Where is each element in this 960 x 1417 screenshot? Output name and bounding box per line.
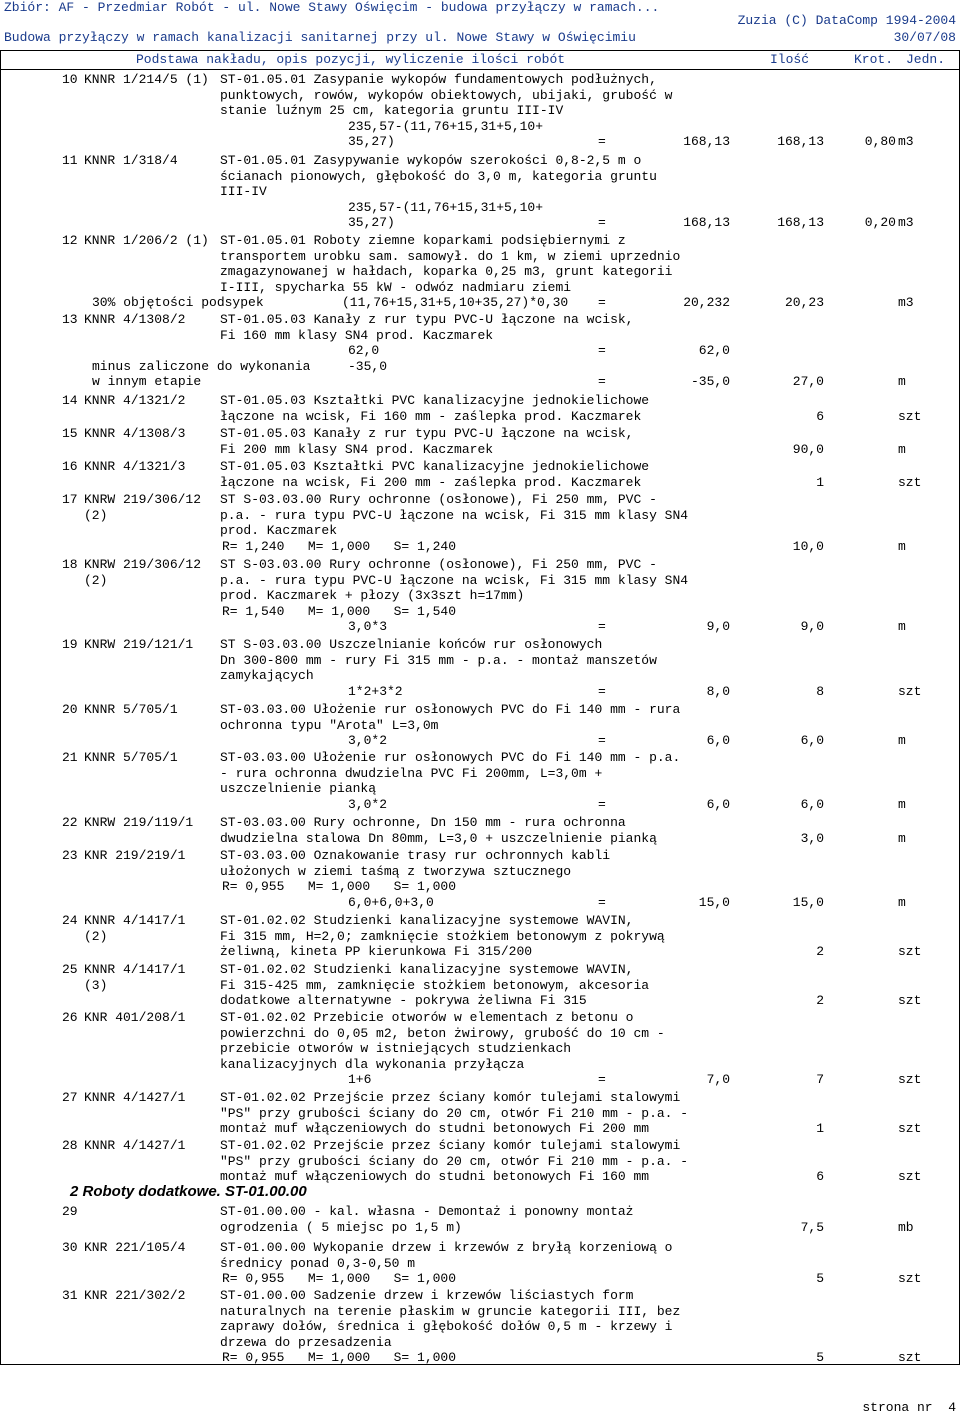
calc-expression-2: 35,27) xyxy=(348,215,395,230)
calc-equals-2: = xyxy=(598,374,606,389)
item-description: ST-01.02.02 Studzienki kanalizacyjne systemowe WAVIN, Fi 315 mm, H=2,0; zamknięcie stożkiem betonowym z pokrywą żeliwną, kineta PP kierunkowa Fi 315/200 xyxy=(220,913,665,959)
item-number: 29 xyxy=(62,1204,78,1219)
calc-expression: 62,0 xyxy=(348,343,380,358)
calc-value: 6,0 xyxy=(706,796,730,812)
item-code: KNNR 4/1308/3 xyxy=(84,426,186,441)
item-quantity: 1 xyxy=(816,474,824,490)
item-multiplier: 0,80 xyxy=(864,134,896,149)
item-number: 21 xyxy=(62,750,78,765)
table-header xyxy=(0,50,960,70)
item-number: 20 xyxy=(62,702,78,717)
calc-value: 6,0 xyxy=(706,733,730,748)
item-description: ST-01.05.03 Kształtki PVC kanalizacyjne jednokielichowe łączone na wcisk, Fi 200 mm - zaślepka prod. Kaczmarek xyxy=(220,459,650,490)
item-unit: szt xyxy=(898,1072,922,1087)
item-number: 12 xyxy=(62,233,78,248)
item-description: ST-01.05.01 Roboty ziemne koparkami podsiębiernymi z transportem urobku sam. samowył. do 1 km, w ziemi uprzednio zmagazynowanej w hałdach, koparka 0,25 m3, grunt kategorii I-III, spycharka 55 kW - odwóz nadmiaru ziemi xyxy=(220,233,681,295)
item-code: KNNR 1/318/4 xyxy=(84,153,178,168)
calc-label: 30% objętości podsypek xyxy=(92,295,264,310)
item-description: ST-03.03.00 Ułożenie rur osłonowych PVC do Fi 140 mm - p.a. - rura ochronna dwudzielna PVC Fi 200mm, L=3,0m + uszczelnienie pianką xyxy=(220,750,681,796)
item-quantity: 168,13 xyxy=(777,215,824,230)
calc-value: 15,0 xyxy=(698,894,730,910)
header-ilosc: Ilość xyxy=(770,52,810,67)
item-number: 14 xyxy=(62,393,78,408)
item-quantity: 3,0 xyxy=(800,830,824,846)
item-unit: m xyxy=(898,441,906,457)
calc-value: 62,0 xyxy=(698,343,730,358)
item-number: 24 xyxy=(62,913,78,928)
item-unit: szt xyxy=(898,1271,922,1286)
item-unit: m3 xyxy=(898,295,914,310)
header-podstawa: Podstawa nakładu, opis pozycji, wyliczenie ilości robót xyxy=(136,52,566,67)
item-code: KNNR 4/1321/3 xyxy=(84,459,186,474)
calc-equals: = xyxy=(598,343,606,358)
item-code: KNNR 4/1427/1 xyxy=(84,1090,186,1105)
item-code: KNR 221/302/2 xyxy=(84,1288,186,1303)
header-jedn: Jedn. xyxy=(906,52,946,67)
item-description: ST-03.03.00 Ułożenie rur osłonowych PVC do Fi 140 mm - rura ochronna typu "Arota" L=3,0m xyxy=(220,702,681,733)
item-quantity: 168,13 xyxy=(777,134,824,149)
page-number: strona nr 4 xyxy=(862,1400,956,1415)
document-date: 30/07/08 xyxy=(893,30,956,45)
item-description: ST-01.00.00 Wykopanie drzew i krzewów z bryłą korzeniową o średnicy ponad 0,3-0,50 m xyxy=(220,1240,673,1271)
calc-equals: = xyxy=(598,295,606,310)
item-quantity: 27,0 xyxy=(792,374,824,389)
item-description: ST S-03.03.00 Uszczelnianie końców rur osłonowych Dn 300-800 mm - rury Fi 315 mm - p.a. - montaż manszetów zamykających xyxy=(220,637,657,683)
calc-value: 7,0 xyxy=(706,1072,730,1087)
calc-expression-2: -35,0 xyxy=(348,358,388,374)
calc-expression: (11,76+15,31+5,10+35,27)*0,30 xyxy=(342,295,569,310)
calc-expression: R= 0,955 M= 1,000 S= 1,000 xyxy=(222,1271,457,1286)
item-unit: m3 xyxy=(898,215,914,230)
calc-expression: R= 0,955 M= 1,000 S= 1,000 xyxy=(222,879,457,894)
item-description: ST-01.02.02 Przejście przez ściany komór tulejami stalowymi "PS" przy grubości ściany do 20 cm, otwór Fi 210 mm - p.a. - montaż muf włączeniowych do studni betonowych Fi 160 mm xyxy=(220,1138,689,1184)
calc-equals: = xyxy=(598,619,606,634)
item-unit: szt xyxy=(898,1169,922,1184)
calc-expression: 1*2+3*2 xyxy=(348,683,403,699)
calc-equals: = xyxy=(598,215,606,230)
item-number: 16 xyxy=(62,459,78,474)
item-code: KNNR 4/1427/1 xyxy=(84,1138,186,1153)
item-quantity: 6,0 xyxy=(800,733,824,748)
item-unit: szt xyxy=(898,944,922,959)
item-number: 11 xyxy=(62,153,78,168)
collection-title: Zbiór: AF - Przedmiar Robót - ul. Nowe Stawy Oświęcim - budowa przyłączy w ramach... xyxy=(4,0,660,15)
item-number: 31 xyxy=(62,1288,78,1303)
calc-value: 168,13 xyxy=(683,134,730,149)
item-quantity: 90,0 xyxy=(792,441,824,457)
item-unit: szt xyxy=(898,474,922,490)
item-number: 25 xyxy=(62,962,78,977)
item-description: ST-01.02.02 Przebicie otworów w elementach z betonu o powierzchni do 0,05 m2, beton żwirowy, grubość do 10 cm - przebicie otworów w istniejących studzienkach kanalizacyjnych dla wykonania przyłącza xyxy=(220,1010,665,1072)
item-number: 10 xyxy=(62,72,78,87)
item-description: ST-03.03.00 Rury ochronne, Dn 150 mm - rura ochronna dwudzielna stalowa Dn 80mm, L=3,0 + uszczelnienie pianką xyxy=(220,815,657,846)
item-code: KNRW 219/306/12 (2) xyxy=(84,557,202,588)
calc-expression-2: 35,27) xyxy=(348,134,395,149)
item-description: ST-01.05.03 Kształtki PVC kanalizacyjne jednokielichowe łączone na wcisk, Fi 160 mm - zaślepka prod. Kaczmarek xyxy=(220,393,650,424)
item-unit: szt xyxy=(898,683,922,699)
item-code: KNNR 1/214/5 (1) xyxy=(84,72,209,87)
calc-equals: = xyxy=(598,894,606,910)
item-description: ST S-03.03.00 Rury ochronne (osłonowe), Fi 250 mm, PVC - p.a. - rura typu PVC-U łączone na wcisk, Fi 315 mm klasy SN4 prod. Kaczmarek + płozy (3x3szt h=17mm) xyxy=(220,557,689,603)
item-unit: m xyxy=(898,796,906,812)
item-quantity: 1 xyxy=(816,1121,824,1136)
item-description: ST-01.05.03 Kanały z rur typu PVC-U łączone na wcisk, Fi 200 mm klasy SN4 prod. Kaczmarek xyxy=(220,426,634,457)
item-number: 28 xyxy=(62,1138,78,1153)
calc-expression-2: 6,0+6,0+3,0 xyxy=(348,894,434,910)
item-number: 30 xyxy=(62,1240,78,1255)
item-number: 22 xyxy=(62,815,78,830)
header-krot: Krot. xyxy=(854,52,894,67)
item-quantity: 7 xyxy=(816,1072,824,1087)
item-unit: szt xyxy=(898,1121,922,1136)
item-code: KNNR 5/705/1 xyxy=(84,702,178,717)
item-number: 19 xyxy=(62,637,78,652)
calc-label-2: w innym etapie xyxy=(92,374,202,389)
item-code: KNR 219/219/1 xyxy=(84,848,186,863)
item-number: 13 xyxy=(62,312,78,327)
item-code: KNR 221/105/4 xyxy=(84,1240,186,1255)
item-code: KNNR 1/206/2 (1) xyxy=(84,233,209,248)
calc-expression: 235,57-(11,76+15,31+5,10+ xyxy=(348,118,544,134)
item-quantity: 6 xyxy=(816,408,824,424)
calc-equals: = xyxy=(598,796,606,812)
calc-value: 168,13 xyxy=(683,215,730,230)
calc-value-2: -35,0 xyxy=(690,374,730,389)
calc-expression-2: 3,0*3 xyxy=(348,619,388,634)
item-description: ST-01.05.01 Zasypywanie wykopów szerokości 0,8-2,5 m o ścianach pionowych, głębokość do 3,0 m, kategoria gruntu III-IV xyxy=(220,153,657,199)
item-quantity: 10,0 xyxy=(792,538,824,554)
item-quantity: 9,0 xyxy=(800,619,824,634)
calc-value: 9,0 xyxy=(706,619,730,634)
item-unit: m xyxy=(898,830,906,846)
item-description: ST-03.03.00 Oznakowanie trasy rur ochronnych kabli ułożonych w ziemi taśmą z tworzywa sztucznego xyxy=(220,848,611,879)
item-quantity: 5 xyxy=(816,1271,824,1286)
item-number: 23 xyxy=(62,848,78,863)
calc-equals: = xyxy=(598,1072,606,1087)
item-number: 26 xyxy=(62,1010,78,1025)
item-description: ST-01.02.02 Przejście przez ściany komór tulejami stalowymi "PS" przy grubości ściany do 20 cm, otwór Fi 210 mm - p.a. - montaż muf włączeniowych do studni betonowych Fi 200 mm xyxy=(220,1090,689,1136)
item-unit: szt xyxy=(898,1350,922,1365)
item-multiplier: 0,20 xyxy=(864,215,896,230)
calc-value: 20,232 xyxy=(683,295,730,310)
item-code: KNNR 5/705/1 xyxy=(84,750,178,765)
calc-equals: = xyxy=(598,134,606,149)
item-quantity: 8 xyxy=(816,683,824,699)
item-code: KNRW 219/119/1 xyxy=(84,815,194,830)
item-number: 15 xyxy=(62,426,78,441)
section-heading: 2 Roboty dodatkowe. ST-01.00.00 xyxy=(70,1183,307,1200)
calc-expression: R= 0,955 M= 1,000 S= 1,000 xyxy=(222,1350,457,1365)
item-number: 27 xyxy=(62,1090,78,1105)
item-quantity: 2 xyxy=(816,944,824,959)
item-unit: m xyxy=(898,619,906,634)
calc-expression: 3,0*2 xyxy=(348,796,388,812)
calc-expression: 1+6 xyxy=(348,1072,372,1087)
calc-equals: = xyxy=(598,683,606,699)
item-unit: m xyxy=(898,733,906,748)
item-unit: m xyxy=(898,894,906,910)
item-unit: m xyxy=(898,374,906,389)
calc-equals: = xyxy=(598,733,606,748)
item-quantity: 6 xyxy=(816,1169,824,1184)
item-quantity: 2 xyxy=(816,993,824,1008)
item-code: KNR 401/208/1 xyxy=(84,1010,186,1025)
item-quantity: 6,0 xyxy=(800,796,824,812)
item-unit: szt xyxy=(898,408,922,424)
item-quantity: 20,23 xyxy=(784,295,824,310)
item-description: ST-01.00.00 Sadzenie drzew i krzewów liściastych form naturalnych na terenie płaskim w gruncie kategorii III, bez zaprawy dołów, średnica i głębokość dołów 0,5 m - krzewy i drzewa do przesadzenia xyxy=(220,1288,681,1350)
item-description: ST S-03.03.00 Rury ochronne (osłonowe), Fi 250 mm, PVC - p.a. - rura typu PVC-U łączone na wcisk, Fi 315 mm klasy SN4 prod. Kaczmarek xyxy=(220,492,689,538)
project-title: Budowa przyłączy w ramach kanalizacji sanitarnej przy ul. Nowe Stawy w Oświęcimiu xyxy=(4,30,636,45)
item-description: ST-01.00.00 - kal. własna - Demontaż i ponowny montaż ogrodzenia ( 5 miejsc po 1,5 m) xyxy=(220,1204,634,1235)
item-code: KNNR 4/1417/1 (3) xyxy=(84,962,186,993)
item-description: ST-01.05.03 Kanały z rur typu PVC-U łączone na wcisk, Fi 160 mm klasy SN4 prod. Kaczmarek xyxy=(220,312,634,343)
item-unit: szt xyxy=(898,993,922,1008)
calc-expression: 235,57-(11,76+15,31+5,10+ xyxy=(348,199,544,215)
item-code: KNNR 4/1417/1 (2) xyxy=(84,913,186,944)
calc-expression: R= 1,540 M= 1,000 S= 1,540 xyxy=(222,603,457,619)
calc-expression: 3,0*2 xyxy=(348,733,388,748)
item-quantity: 5 xyxy=(816,1350,824,1365)
item-code: KNRW 219/306/12 (2) xyxy=(84,492,202,523)
item-unit: mb xyxy=(898,1219,914,1235)
item-quantity: 7,5 xyxy=(800,1219,824,1235)
document-header xyxy=(0,0,960,46)
calc-expression: R= 1,240 M= 1,000 S= 1,240 xyxy=(222,538,457,554)
item-unit: m3 xyxy=(898,134,914,149)
item-code: KNRW 219/121/1 xyxy=(84,637,194,652)
item-code: KNNR 4/1321/2 xyxy=(84,393,186,408)
item-description: ST-01.02.02 Studzienki kanalizacyjne systemowe WAVIN, Fi 315-425 mm, zamknięcie stożkiem betonowym, akcesoria dodatkowe alternatywne - pokrywa żeliwna Fi 315 xyxy=(220,962,650,1008)
calc-value: 8,0 xyxy=(706,683,730,699)
software-credit: Zuzia (C) DataComp 1994-2004 xyxy=(737,13,956,28)
item-unit: m xyxy=(898,538,906,554)
calc-label: minus zaliczone do wykonania xyxy=(92,358,311,374)
item-quantity: 15,0 xyxy=(792,894,824,910)
item-number: 17 xyxy=(62,492,78,507)
item-description: ST-01.05.01 Zasypanie wykopów fundamentowych podłużnych, punktowych, rowów, wykopów obiektowych, ubijaki, grubość w stanie luźnym 25 cm, kategoria gruntu III-IV xyxy=(220,72,673,118)
item-code: KNNR 4/1308/2 xyxy=(84,312,186,327)
item-number: 18 xyxy=(62,557,78,572)
